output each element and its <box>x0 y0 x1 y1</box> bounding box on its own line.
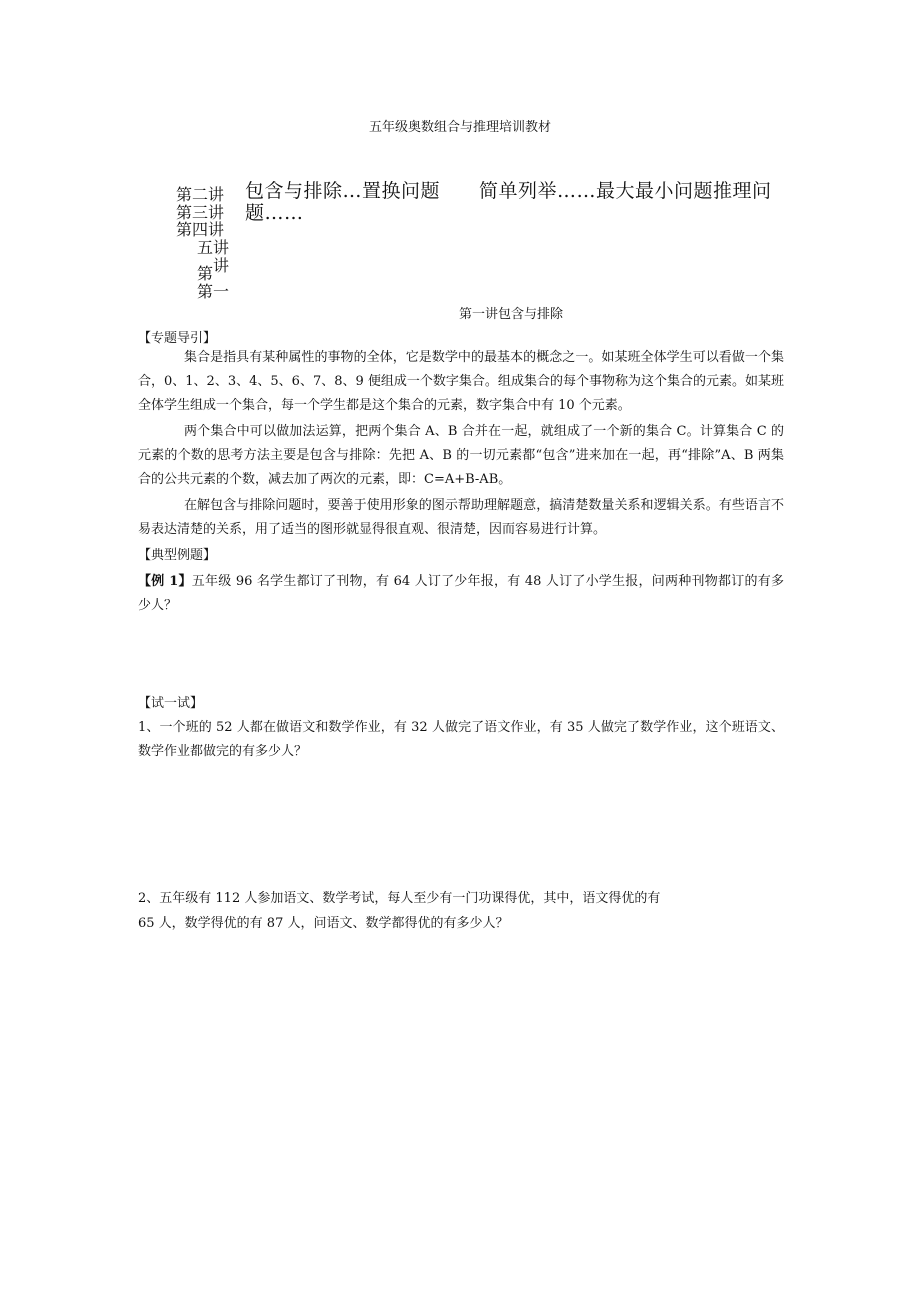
toc-number: 第四讲 <box>176 220 225 239</box>
lesson-title: 第一讲包含与排除 <box>458 307 563 322</box>
toc-titles: 包含与排除…置换问题 简单列举……最大最小问题推理问题…… <box>245 180 772 224</box>
intro-paragraph-1: 集合是指具有某种属性的事物的全体，它是数学中的最基本的概念之一。如某班全体学生可以看做一个集合，0、1、2、3、4、5、6、7、8、9 便组成一个数字集合。组成集合的每个事物称为这个集合的元素。如某班全体学生组成一个集合，每一个学生都是这个集合的元素，数字集合中有 10 个元素。 <box>138 350 784 413</box>
toc-number: 五讲 <box>197 238 230 257</box>
toc-number: 讲 <box>213 256 230 275</box>
section-heading-intro: 【专题导引】 <box>138 331 217 346</box>
try-question-1: 1、一个班的 52 人都在做语文和数学作业，有 32 人做完了语文作业，有 35 人做完了数学作业，这个班语文、数学作业都做完的有多少人？ <box>138 720 784 759</box>
intro-paragraph-2: 两个集合中可以做加法运算，把两个集合 A、B 合并在一起，就组成了一个新的集合 C。计算集合 C 的元素的个数的思考方法主要是包含与排除：先把 A、B 的一切元素都“包含”进来加在一起，再“排除”A、B 两集合的公共元素的个数，减去加了两次的元素，即：C=A+B-AB。 <box>138 424 784 487</box>
example-1-label: 【例 1】 <box>138 574 192 589</box>
example-1-text: 五年级 96 名学生都订了刊物，有 64 人订了少年报，有 48 人订了小学生报，问两种刊物都订的有多少人？ <box>138 574 784 613</box>
page-header: 五年级奥数组合与推理培训教材 <box>368 120 551 135</box>
try-question-2-line-1: 2、五年级有 112 人参加语文、数学考试，每人至少有一门功课得优，其中，语文得优的有 <box>138 891 661 906</box>
example-1 <box>138 570 784 618</box>
toc-number: 第 <box>197 264 214 283</box>
try-question-2-line-2: 65 人，数学得优的有 87 人，问语文、数学都得优的有多少人？ <box>138 916 509 931</box>
toc-number: 第二讲 <box>176 185 225 204</box>
intro-paragraph-3: 在解包含与排除问题时，要善于使用形象的图示帮助理解题意，搞清楚数量关系和逻辑关系。有些语言不易表达清楚的关系，用了适当的图形就显得很直观、很清楚，因而容易进行计算。 <box>138 498 784 537</box>
toc-number: 第一 <box>197 282 230 301</box>
section-heading-try: 【试一试】 <box>138 696 204 711</box>
section-heading-examples: 【典型例题】 <box>138 548 217 563</box>
toc-number: 第三讲 <box>176 203 225 222</box>
